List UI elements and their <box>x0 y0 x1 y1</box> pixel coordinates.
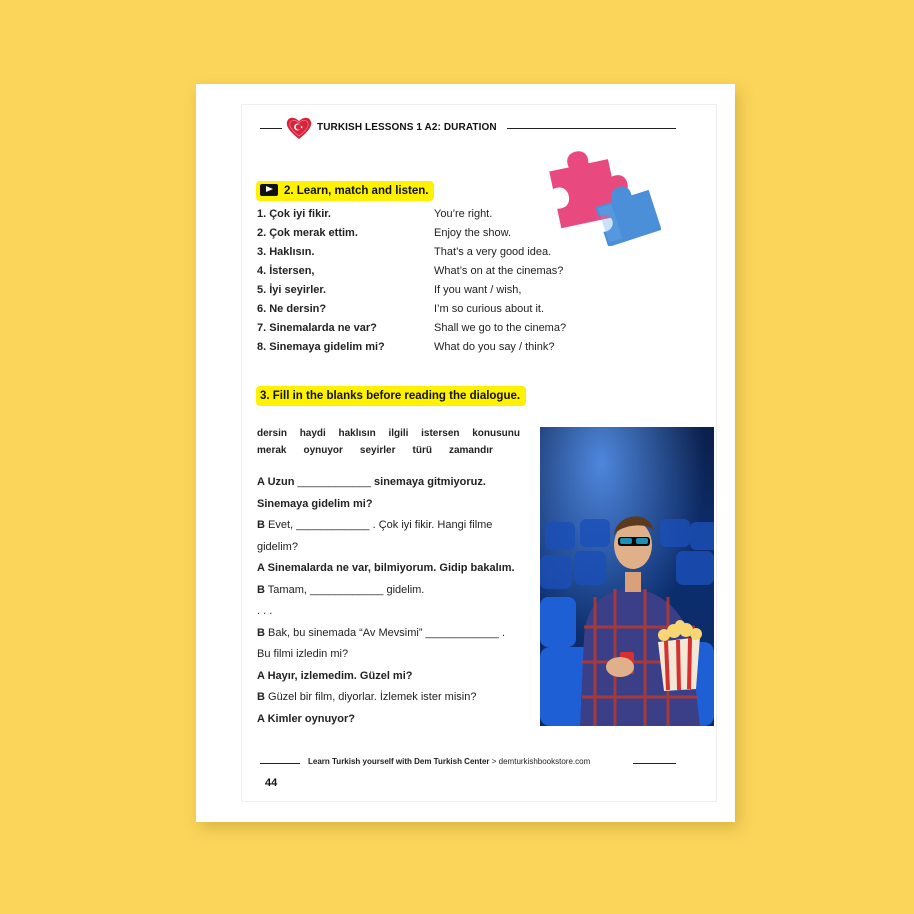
english-phrase: If you want / wish, <box>434 284 522 296</box>
word-bank-item: konusunu <box>472 428 520 439</box>
turkish-phrase: 5. İyi seyirler. <box>257 284 327 296</box>
cinema-photo <box>540 427 714 726</box>
blank[interactable]: ____________ <box>309 584 384 596</box>
dialogue-line: . . . <box>257 605 273 617</box>
english-phrase: I’m so curious about it. <box>434 303 545 315</box>
turkish-phrase: 2. Çok merak ettim. <box>257 227 358 239</box>
english-phrase: What do you say / think? <box>434 341 555 353</box>
footer-site-link[interactable]: demturkishbookstore.com <box>498 757 591 766</box>
dialogue-line: A Sinemalarda ne var, bilmiyorum. Gidip bakalım. <box>257 562 515 574</box>
footer-line-left <box>260 763 300 764</box>
play-icon[interactable] <box>260 184 278 196</box>
word-bank-row <box>257 442 520 459</box>
match-row <box>257 341 677 360</box>
word-bank-item: zamandır <box>448 445 493 456</box>
dialogue-line: Bu filmi izledin mi? <box>257 648 349 660</box>
blank[interactable]: ____________ <box>425 627 499 639</box>
word-bank-item: dersin <box>257 428 288 439</box>
word-bank-item: haklısın <box>338 428 376 439</box>
word-bank-item: ilgili <box>388 428 409 439</box>
english-phrase: Shall we go to the cinema? <box>434 322 567 334</box>
turkish-phrase: 8. Sinemaya gidelim mi? <box>257 341 385 353</box>
match-row <box>257 284 677 303</box>
dialogue-line: A Uzun ____________ sinemaya gitmiyoruz. <box>257 476 486 488</box>
dialogue-line: B Güzel bir film, diyorlar. İzlemek ister misin? <box>257 691 477 703</box>
dialogue-line: gidelim? <box>257 541 298 553</box>
match-row <box>257 246 677 265</box>
english-phrase: You’re right. <box>434 208 493 220</box>
dialogue-line: A Kimler oynuyor? <box>257 713 356 725</box>
word-bank-item: oynuyor <box>303 445 343 456</box>
word-bank-item: haydi <box>299 428 326 439</box>
footer-tagline: Learn Turkish yourself with Dem Turkish Center > demturkishbookstore.com <box>308 757 591 766</box>
section-2-title: 2. Learn, match and listen. <box>256 181 434 201</box>
word-bank-item: seyirler <box>359 445 396 456</box>
word-bank-item: istersen <box>421 428 460 439</box>
english-phrase: What’s on at the cinemas? <box>434 265 564 277</box>
word-bank <box>257 425 520 459</box>
english-phrase: That’s a very good idea. <box>434 246 552 258</box>
match-row <box>257 303 677 322</box>
word-bank-row <box>257 425 520 442</box>
turkish-phrase: 7. Sinemalarda ne var? <box>257 322 377 334</box>
english-phrase: Enjoy the show. <box>434 227 512 239</box>
word-bank-item: türü <box>412 445 432 456</box>
match-row <box>257 265 677 284</box>
header-line-left <box>260 128 282 129</box>
footer-line-right <box>633 763 676 764</box>
turkish-phrase: 6. Ne dersin? <box>257 303 327 315</box>
section-3-title: 3. Fill in the blanks before reading the dialogue. <box>256 386 526 406</box>
match-row <box>257 208 677 227</box>
header-title: TURKISH LESSONS 1 A2: DURATION <box>317 122 497 133</box>
turkish-phrase: 4. İstersen, <box>257 265 315 277</box>
worksheet-page <box>196 84 735 822</box>
blank[interactable]: ____________ <box>297 476 371 488</box>
turkish-phrase: 1. Çok iyi fikir. <box>257 208 331 220</box>
match-row <box>257 227 677 246</box>
header-line-right <box>507 128 676 129</box>
match-row <box>257 322 677 341</box>
dialogue-line: Sinemaya gidelim mi? <box>257 498 373 510</box>
dialogue-line: B Bak, bu sinemada “Av Mevsimi” ____________ . <box>257 627 506 639</box>
page-number: 44 <box>265 777 278 789</box>
dialogue-line: A Hayır, izlemedim. Güzel mi? <box>257 670 413 682</box>
dialogue-line: B Tamam, ____________ gidelim. <box>257 584 425 596</box>
turkey-flag-heart-icon <box>286 116 312 140</box>
blank[interactable]: ____________ <box>296 519 370 531</box>
word-bank-item: merak <box>257 445 287 456</box>
dialogue-line: B Evet, ____________ . Çok iyi fikir. Hangi filme <box>257 519 493 531</box>
turkish-phrase: 3. Haklısın. <box>257 246 315 258</box>
